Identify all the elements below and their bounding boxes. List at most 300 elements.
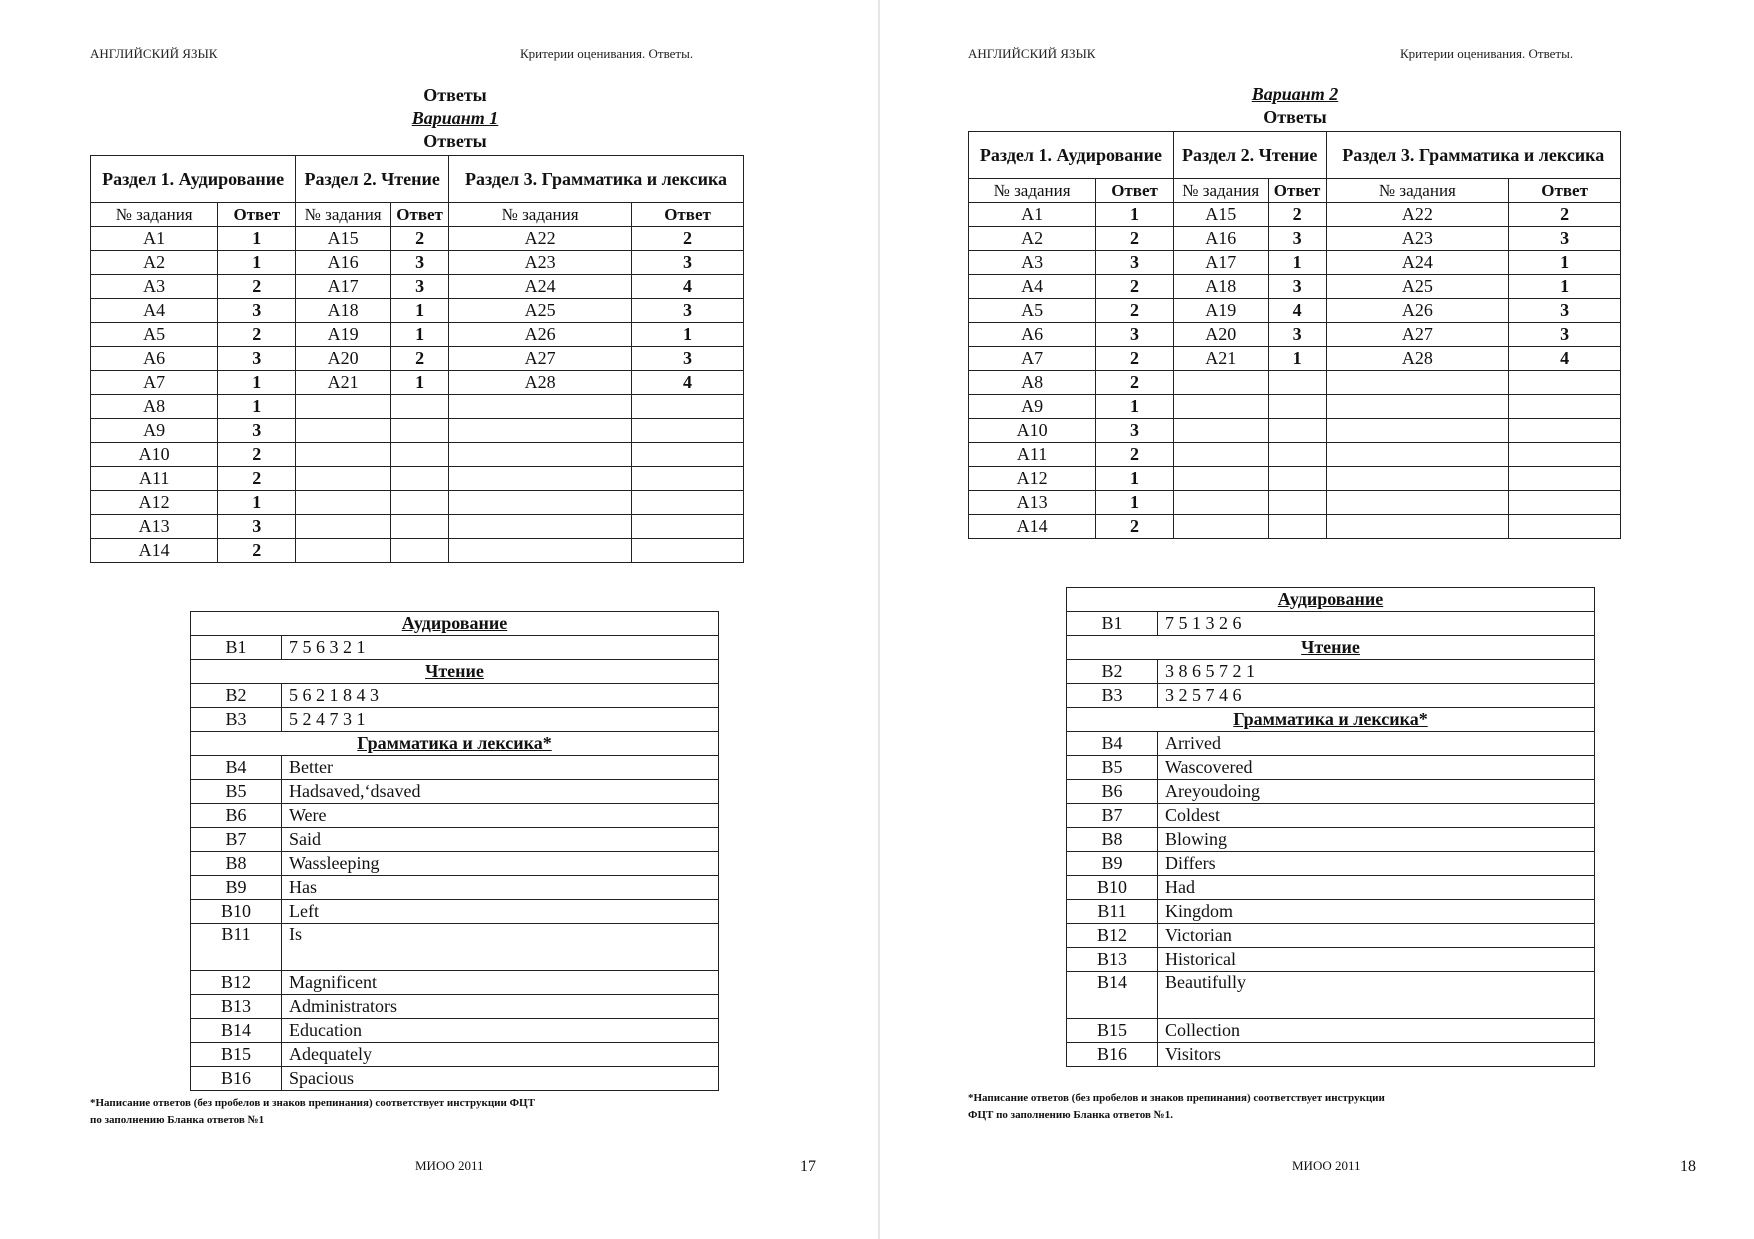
task-cell: B9 (191, 876, 282, 900)
task-cell: A4 (969, 275, 1096, 299)
task-cell: A27 (449, 347, 632, 371)
table-row (191, 780, 719, 804)
task-cell: B3 (191, 708, 282, 732)
task-cell: A24 (449, 275, 632, 299)
answers-table-a (90, 155, 744, 563)
task-cell: B11 (191, 924, 282, 971)
table-row (191, 900, 719, 924)
answer-cell: Has (282, 876, 719, 900)
task-cell: B9 (1067, 852, 1158, 876)
answer-cell: Wascovered (1158, 756, 1595, 780)
section-caption: Грамматика и лексика* (191, 732, 719, 756)
title-answers: Ответы (1263, 107, 1327, 127)
table-row (91, 539, 744, 563)
table-row (969, 251, 1621, 275)
task-cell: B1 (191, 636, 282, 660)
section-header-row (91, 156, 744, 203)
task-cell: B13 (191, 995, 282, 1019)
task-cell: A13 (91, 515, 218, 539)
answer-cell: 3 (218, 419, 296, 443)
answer-cell (1268, 515, 1326, 539)
task-cell: B16 (191, 1067, 282, 1091)
answer-cell (391, 443, 449, 467)
answers-table-b (1066, 587, 1595, 1067)
table-row (191, 804, 719, 828)
answer-cell: Blowing (1158, 828, 1595, 852)
answer-cell: 2 (218, 539, 296, 563)
answer-cell: 1 (391, 299, 449, 323)
table-row (1067, 660, 1595, 684)
answer-cell: 2 (1509, 203, 1621, 227)
answer-cell: 7 5 6 3 2 1 (282, 636, 719, 660)
task-cell: B10 (191, 900, 282, 924)
table-row (1067, 900, 1595, 924)
col-task-header: № задания (91, 203, 218, 227)
col-task-header: № задания (296, 203, 391, 227)
answer-cell (1268, 419, 1326, 443)
table-row (969, 347, 1621, 371)
answer-cell: 3 (1096, 251, 1174, 275)
answer-cell: 3 (391, 275, 449, 299)
task-cell: A15 (296, 227, 391, 251)
col-answer-header: Ответ (391, 203, 449, 227)
answer-cell: 4 (632, 275, 744, 299)
task-cell (1173, 515, 1268, 539)
task-cell (449, 491, 632, 515)
answer-cell: Differs (1158, 852, 1595, 876)
answer-cell: 3 (218, 299, 296, 323)
table-row (91, 467, 744, 491)
col-task-header: № задания (1173, 179, 1268, 203)
answer-cell: 2 (218, 467, 296, 491)
table-row (1067, 684, 1595, 708)
task-cell: A20 (296, 347, 391, 371)
task-cell: B7 (191, 828, 282, 852)
table-row (91, 419, 744, 443)
col-task-header: № задания (969, 179, 1096, 203)
header-subject: АНГЛИЙСКИЙ ЯЗЫК (968, 46, 1096, 61)
table-row (191, 876, 719, 900)
task-cell: A12 (91, 491, 218, 515)
footnote-line-2: ФЦТ по заполнению Бланка ответов №1. (968, 1109, 1173, 1121)
task-cell: A20 (1173, 323, 1268, 347)
table-row (191, 828, 719, 852)
section-header-2: Раздел 2. Чтение (1173, 132, 1326, 179)
answer-cell: Hadsaved,‘dsaved (282, 780, 719, 804)
task-cell (296, 443, 391, 467)
task-cell (449, 443, 632, 467)
answer-cell: 1 (632, 323, 744, 347)
task-cell: B14 (1067, 972, 1158, 1019)
answer-cell (391, 539, 449, 563)
section-caption-row (191, 612, 719, 636)
section-header-1: Раздел 1. Аудирование (969, 132, 1174, 179)
answer-cell: 2 (632, 227, 744, 251)
answer-cell (391, 491, 449, 515)
table-row (1067, 780, 1595, 804)
answer-cell: Said (282, 828, 719, 852)
task-cell: A7 (969, 347, 1096, 371)
answer-cell: Historical (1158, 948, 1595, 972)
task-cell (1173, 419, 1268, 443)
task-cell: A6 (91, 347, 218, 371)
task-cell (1326, 515, 1509, 539)
task-cell (449, 539, 632, 563)
answer-cell (1509, 395, 1621, 419)
footer-org: МИОО 2011 (415, 1158, 484, 1173)
answer-cell: 2 (1268, 203, 1326, 227)
section-caption-row (1067, 588, 1595, 612)
answer-cell: 1 (391, 323, 449, 347)
task-cell: B15 (1067, 1019, 1158, 1043)
task-cell: A11 (91, 467, 218, 491)
answer-cell: 3 (1268, 227, 1326, 251)
task-cell: B5 (1067, 756, 1158, 780)
task-cell (296, 395, 391, 419)
answer-cell (1509, 467, 1621, 491)
table-row (1067, 1019, 1595, 1043)
variant-title: Вариант 2 (1251, 84, 1339, 104)
task-cell: A16 (1173, 227, 1268, 251)
answer-cell: 2 (218, 323, 296, 347)
section-caption: Чтение (191, 660, 719, 684)
task-cell: A14 (91, 539, 218, 563)
task-cell: A3 (969, 251, 1096, 275)
answer-cell (1268, 371, 1326, 395)
table-row (191, 684, 719, 708)
table-row (969, 419, 1621, 443)
task-cell: A18 (1173, 275, 1268, 299)
answer-cell: 1 (218, 395, 296, 419)
task-cell (449, 395, 632, 419)
answer-cell (632, 443, 744, 467)
task-cell: A22 (449, 227, 632, 251)
answer-cell: Wassleeping (282, 852, 719, 876)
table-row (91, 323, 744, 347)
answer-cell (1509, 443, 1621, 467)
table-row (1067, 1043, 1595, 1067)
answer-cell (391, 467, 449, 491)
section-header-1: Раздел 1. Аудирование (91, 156, 296, 203)
task-cell: B14 (191, 1019, 282, 1043)
answer-cell: 1 (1096, 203, 1174, 227)
table-row (91, 515, 744, 539)
task-cell: A7 (91, 371, 218, 395)
task-cell: A24 (1326, 251, 1509, 275)
table-row (191, 971, 719, 995)
answer-cell (632, 515, 744, 539)
task-cell: B2 (191, 684, 282, 708)
task-cell (1326, 467, 1509, 491)
task-cell: B4 (1067, 732, 1158, 756)
answer-cell (632, 467, 744, 491)
table-row (969, 515, 1621, 539)
task-cell (296, 539, 391, 563)
task-cell (1173, 491, 1268, 515)
answer-cell: 1 (1509, 251, 1621, 275)
answer-cell: 1 (1096, 395, 1174, 419)
task-cell (296, 491, 391, 515)
answer-cell: 3 (632, 347, 744, 371)
answer-cell: Education (282, 1019, 719, 1043)
task-cell (1173, 443, 1268, 467)
footnote (90, 1095, 535, 1129)
answer-cell: 2 (391, 347, 449, 371)
section-caption: Аудирование (1067, 588, 1595, 612)
table-row (1067, 828, 1595, 852)
col-answer-header: Ответ (632, 203, 744, 227)
answer-cell: 5 2 4 7 3 1 (282, 708, 719, 732)
answer-cell: 2 (1096, 275, 1174, 299)
task-cell (1173, 467, 1268, 491)
table-row (91, 347, 744, 371)
answer-cell (632, 491, 744, 515)
task-cell: A8 (969, 371, 1096, 395)
task-cell: B8 (191, 852, 282, 876)
table-row (191, 1067, 719, 1091)
page-18 (880, 0, 1754, 1239)
section-caption-row (1067, 636, 1595, 660)
section-header-2: Раздел 2. Чтение (296, 156, 449, 203)
answer-cell: 3 (391, 251, 449, 275)
table-row (1067, 612, 1595, 636)
task-cell: A14 (969, 515, 1096, 539)
table-row (969, 299, 1621, 323)
section-header-3: Раздел 3. Грамматика и лексика (1326, 132, 1620, 179)
task-cell: A15 (1173, 203, 1268, 227)
task-cell: A22 (1326, 203, 1509, 227)
section-caption-row (1067, 708, 1595, 732)
task-cell: A13 (969, 491, 1096, 515)
column-header-row (969, 179, 1621, 203)
task-cell: A5 (91, 323, 218, 347)
answer-cell: 2 (1096, 515, 1174, 539)
answer-cell: Visitors (1158, 1043, 1595, 1067)
table-row (91, 491, 744, 515)
answer-cell (1509, 419, 1621, 443)
answer-cell: 7 5 1 3 2 6 (1158, 612, 1595, 636)
task-cell: B4 (191, 756, 282, 780)
task-cell: B7 (1067, 804, 1158, 828)
answer-cell (632, 419, 744, 443)
task-cell: A2 (969, 227, 1096, 251)
task-cell: A12 (969, 467, 1096, 491)
footer-org: МИОО 2011 (1292, 1158, 1361, 1173)
answer-cell: 3 (1096, 323, 1174, 347)
table-row (91, 227, 744, 251)
answer-cell: 5 6 2 1 8 4 3 (282, 684, 719, 708)
table-row (191, 852, 719, 876)
task-cell: B13 (1067, 948, 1158, 972)
col-answer-header: Ответ (218, 203, 296, 227)
answer-cell: 3 (1509, 323, 1621, 347)
task-cell: A1 (91, 227, 218, 251)
answer-cell: Is (282, 924, 719, 971)
answer-cell (1268, 443, 1326, 467)
answer-cell: Better (282, 756, 719, 780)
task-cell: A1 (969, 203, 1096, 227)
table-row (91, 251, 744, 275)
answer-cell: 3 (1268, 323, 1326, 347)
table-row (969, 443, 1621, 467)
table-row (191, 995, 719, 1019)
answer-cell: Magnificent (282, 971, 719, 995)
table-row (191, 924, 719, 971)
task-cell: A17 (1173, 251, 1268, 275)
section-caption-row (191, 660, 719, 684)
task-cell: B10 (1067, 876, 1158, 900)
table-row (91, 395, 744, 419)
task-cell: A19 (296, 323, 391, 347)
answer-cell: Areyoudoing (1158, 780, 1595, 804)
task-cell: A16 (296, 251, 391, 275)
task-cell: B15 (191, 1043, 282, 1067)
answer-cell (632, 539, 744, 563)
table-row (969, 467, 1621, 491)
footnote-line-2: по заполнению Бланка ответов №1 (90, 1114, 265, 1126)
answer-cell: 2 (1096, 371, 1174, 395)
task-cell: B2 (1067, 660, 1158, 684)
task-cell (1326, 395, 1509, 419)
table-row (969, 491, 1621, 515)
task-cell: A5 (969, 299, 1096, 323)
title-answers: Ответы (423, 85, 487, 105)
task-cell (1173, 371, 1268, 395)
task-cell (1173, 395, 1268, 419)
answer-cell: 1 (1509, 275, 1621, 299)
answer-cell (391, 395, 449, 419)
col-answer-header: Ответ (1268, 179, 1326, 203)
task-cell: A3 (91, 275, 218, 299)
title-block (1180, 83, 1410, 129)
footnote (968, 1090, 1385, 1124)
answer-cell: 2 (1096, 227, 1174, 251)
answer-cell: Beautifully (1158, 972, 1595, 1019)
answer-cell: 3 (632, 251, 744, 275)
col-task-header: № задания (1326, 179, 1509, 203)
answer-cell: 1 (1268, 347, 1326, 371)
task-cell: A10 (969, 419, 1096, 443)
answer-cell: 2 (391, 227, 449, 251)
task-cell: A23 (1326, 227, 1509, 251)
task-cell: B16 (1067, 1043, 1158, 1067)
task-cell: A25 (449, 299, 632, 323)
task-cell: A19 (1173, 299, 1268, 323)
table-row (969, 323, 1621, 347)
answer-cell: Administrators (282, 995, 719, 1019)
table-row (1067, 852, 1595, 876)
answer-cell: Left (282, 900, 719, 924)
table-row (91, 299, 744, 323)
task-cell (1326, 419, 1509, 443)
answer-cell: 2 (1096, 443, 1174, 467)
table-row (969, 371, 1621, 395)
task-cell (449, 467, 632, 491)
footnote-line-1: *Написание ответов (без пробелов и знаков препинания) соответствует инструкции ФЦТ (90, 1097, 535, 1109)
answer-cell: 4 (632, 371, 744, 395)
task-cell: B1 (1067, 612, 1158, 636)
answer-cell: 1 (218, 491, 296, 515)
task-cell (449, 515, 632, 539)
section-caption-row (191, 732, 719, 756)
answer-cell (632, 395, 744, 419)
task-cell: A28 (1326, 347, 1509, 371)
answer-cell: 2 (218, 443, 296, 467)
footnote-line-1: *Написание ответов (без пробелов и знаков препинания) соответствует инструкции (968, 1092, 1385, 1104)
table-row (191, 636, 719, 660)
table-row (91, 371, 744, 395)
answer-cell: 3 8 6 5 7 2 1 (1158, 660, 1595, 684)
answers-table-b (190, 611, 719, 1091)
task-cell: A6 (969, 323, 1096, 347)
column-header-row (91, 203, 744, 227)
answer-cell (1268, 491, 1326, 515)
answer-cell: 4 (1509, 347, 1621, 371)
answer-cell: Adequately (282, 1043, 719, 1067)
table-row (191, 708, 719, 732)
task-cell (296, 419, 391, 443)
col-answer-header: Ответ (1096, 179, 1174, 203)
answers-table-a (968, 131, 1621, 539)
table-row (191, 756, 719, 780)
task-cell: B6 (191, 804, 282, 828)
task-cell (296, 515, 391, 539)
answer-cell: 3 (1096, 419, 1174, 443)
answer-cell: 2 (1096, 347, 1174, 371)
answer-cell (1509, 515, 1621, 539)
answer-cell (1509, 491, 1621, 515)
table-row (1067, 732, 1595, 756)
table-row (1067, 948, 1595, 972)
answer-cell: 3 2 5 7 4 6 (1158, 684, 1595, 708)
section-caption: Чтение (1067, 636, 1595, 660)
header-section: Критерии оценивания. Ответы. (1400, 46, 1574, 61)
table-row (969, 227, 1621, 251)
task-cell: B5 (191, 780, 282, 804)
answer-cell: 2 (1096, 299, 1174, 323)
table-row (91, 443, 744, 467)
table-row (1067, 972, 1595, 1019)
answer-cell: 3 (1509, 227, 1621, 251)
table-row (91, 275, 744, 299)
task-cell: B11 (1067, 900, 1158, 924)
answer-cell (391, 515, 449, 539)
task-cell: A9 (91, 419, 218, 443)
task-cell: A9 (969, 395, 1096, 419)
answer-cell: Collection (1158, 1019, 1595, 1043)
table-row (1067, 756, 1595, 780)
task-cell: A11 (969, 443, 1096, 467)
table-row (191, 1019, 719, 1043)
task-cell: B8 (1067, 828, 1158, 852)
answer-cell: 3 (1268, 275, 1326, 299)
answer-cell: 1 (218, 251, 296, 275)
answer-cell: 1 (1268, 251, 1326, 275)
task-cell (449, 419, 632, 443)
variant-title: Вариант 1 (411, 108, 499, 128)
answer-cell (391, 419, 449, 443)
table-row (969, 395, 1621, 419)
task-cell: A18 (296, 299, 391, 323)
answer-cell: Arrived (1158, 732, 1595, 756)
task-cell (296, 467, 391, 491)
task-cell: A21 (1173, 347, 1268, 371)
answer-cell: 3 (632, 299, 744, 323)
task-cell (1326, 443, 1509, 467)
header-section: Критерии оценивания. Ответы. (520, 46, 694, 61)
table-row (969, 203, 1621, 227)
answer-cell: Kingdom (1158, 900, 1595, 924)
